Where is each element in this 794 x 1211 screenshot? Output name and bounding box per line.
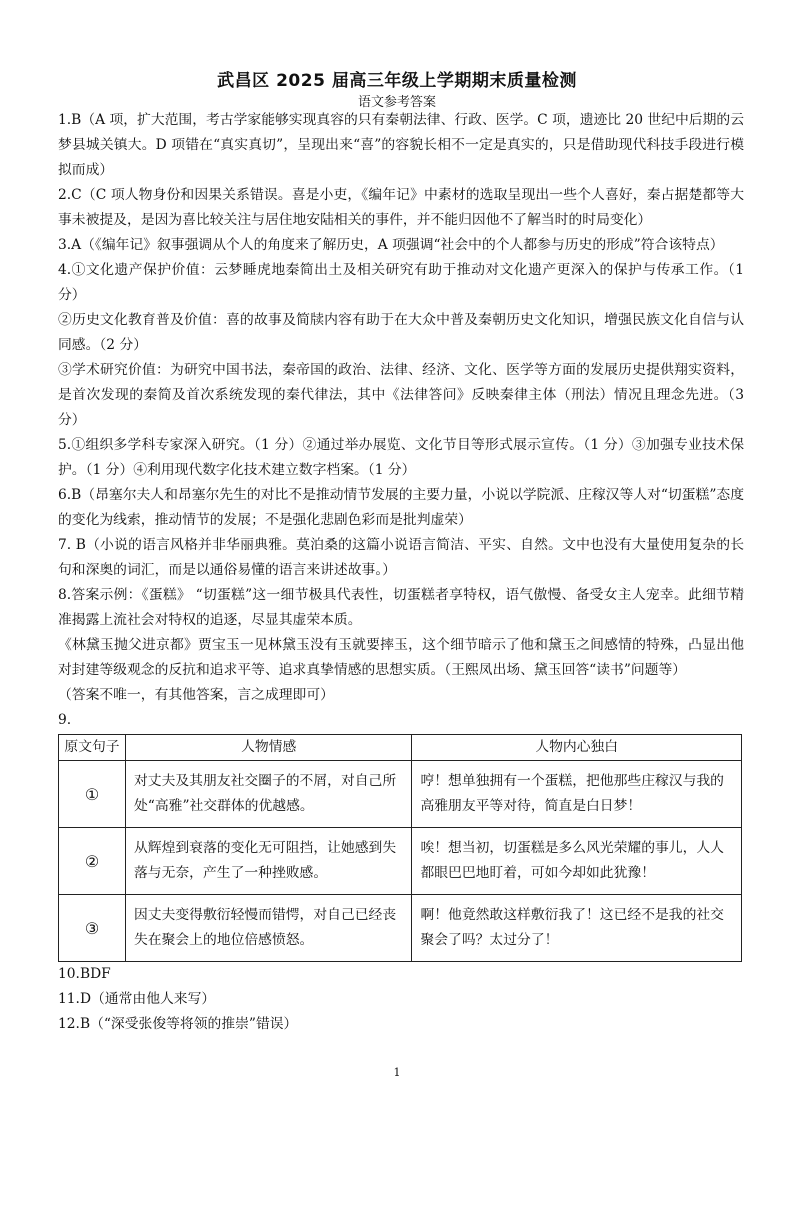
answer-4-part-2: ②历史文化教育普及价值：喜的故事及简牍内容有助于在大众中普及秦朝历史文化知识，增强民族文化自信与认同感。（2 分） [58,312,744,353]
column-header-sentence: 原文句子 [59,735,126,761]
table-row [59,761,742,828]
answer-1: 1.B（A 项，扩大范围，考古学家能够实现真容的只有秦朝法律、行政、医学。C 项，遗迹比 20 世纪中后期的云梦县城关镇大。D 项错在“真实真切”，呈现出来“喜”的容貌长相不一定是真实的，只是借助现代科技手段进行模拟而成） [58,112,744,178]
table-header-row [59,735,742,761]
answer-4-part-3: ③学术研究价值：为研究中国书法，秦帝国的政治、法律、经济、文化、医学等方面的发展历史提供翔实资料，是首次发现的秦简及首次系统发现的秦代律法，其中《法律答问》反映秦律主体（刑法）情况且理念先进。（3 分） [58,362,744,428]
column-header-emotion: 人物情感 [126,735,412,761]
page-number: 1 [393,1066,401,1079]
answer-6: 6.B（昂塞尔夫人和昂塞尔先生的对比不是推动情节发展的主要力量，小说以学院派、庄稼汉等人对“切蛋糕”态度的变化为线索，推动情节的发展；不是强化悲剧色彩而是批判虚荣） [58,487,744,528]
answer-8-part-1: 8.答案示例：《蛋糕》 “切蛋糕”这一细节极具代表性，切蛋糕者享特权，语气傲慢、备受女主人宠幸。此细节精准揭露上流社会对特权的追逐，尽显其虚荣本质。 [58,587,744,628]
row-number: ③ [59,895,126,962]
monologue-cell: 啊！他竟然敢这样敷衍我了！这已经不是我的社交聚会了吗？太过分了！ [412,895,742,962]
monologue-cell: 哼！想单独拥有一个蛋糕，把他那些庄稼汉与我的高雅朋友平等对待，简直是白日梦！ [412,761,742,828]
answer-12: 12.B（“深受张俊等将领的推崇”错误） [58,1016,298,1032]
page-title: 武昌区 2025 届高三年级上学期期末质量检测 [217,71,577,91]
row-number: ② [59,828,126,895]
answer-5: 5.①组织多学科专家深入研究。（1 分）②通过举办展览、文化节目等形式展示宣传。（1 分）③加强专业技术保护。（1 分）④利用现代数字化技术建立数字档案。（1 分） [58,437,744,478]
answer-10: 10.BDF [58,966,111,982]
table-row [59,828,742,895]
answer-7: 7. B（小说的语言风格并非华丽典雅。莫泊桑的这篇小说语言简洁、平实、自然。文中也没有大量使用复杂的长句和深奥的词汇，而是以通俗易懂的语言来讲述故事。） [58,537,744,578]
table-row [59,895,742,962]
emotion-cell: 从辉煌到衰落的变化无可阻挡，让她感到失落与无奈，产生了一种挫败感。 [126,828,412,895]
column-header-monologue: 人物内心独白 [412,735,742,761]
answer-8-part-2: 《林黛玉抛父进京都》贾宝玉一见林黛玉没有玉就要摔玉，这个细节暗示了他和黛玉之间感情的特殊，凸显出他对封建等级观念的反抗和追求平等、追求真挚情感的思想实质。（王熙凤出场、黛玉回答“读书”问题等） [58,637,744,678]
answer-8-note: （答案不唯一，有其他答案，言之成理即可） [58,687,334,703]
answer-9-table [58,734,742,962]
row-number: ① [59,761,126,828]
monologue-cell: 唉！想当初，切蛋糕是多么风光荣耀的事儿，人人都眼巴巴地盯着，可如今却如此犹豫！ [412,828,742,895]
answer-11: 11.D（通常由他人来写） [58,991,216,1007]
answer-4-part-1: 4.①文化遗产保护价值：云梦睡虎地秦简出土及相关研究有助于推动对文化遗产更深入的保护与传承工作。（1 分） [58,262,744,303]
answer-content [58,108,744,1037]
answer-9-label: 9. [58,712,72,728]
page-subtitle: 语文参考答案 [357,95,436,110]
answer-3: 3.A（《编年记》叙事强调从个人的角度来了解历史，A 项强调“社会中的个人都参与历史的形成”符合该特点） [58,237,724,253]
answer-2: 2.C（C 项人物身份和因果关系错误。喜是小吏，《编年记》中素材的选取呈现出一些个人喜好，秦占据楚都等大事未被提及，是因为喜比较关注与居住地安陆相关的事件，并不能归因他不了解当时的时局变化） [58,187,744,228]
emotion-cell: 对丈夫及其朋友社交圈子的不屑，对自己所处“高雅”社交群体的优越感。 [126,761,412,828]
emotion-cell: 因丈夫变得敷衍轻慢而错愕，对自己已经丧失在聚会上的地位倍感愤怒。 [126,895,412,962]
